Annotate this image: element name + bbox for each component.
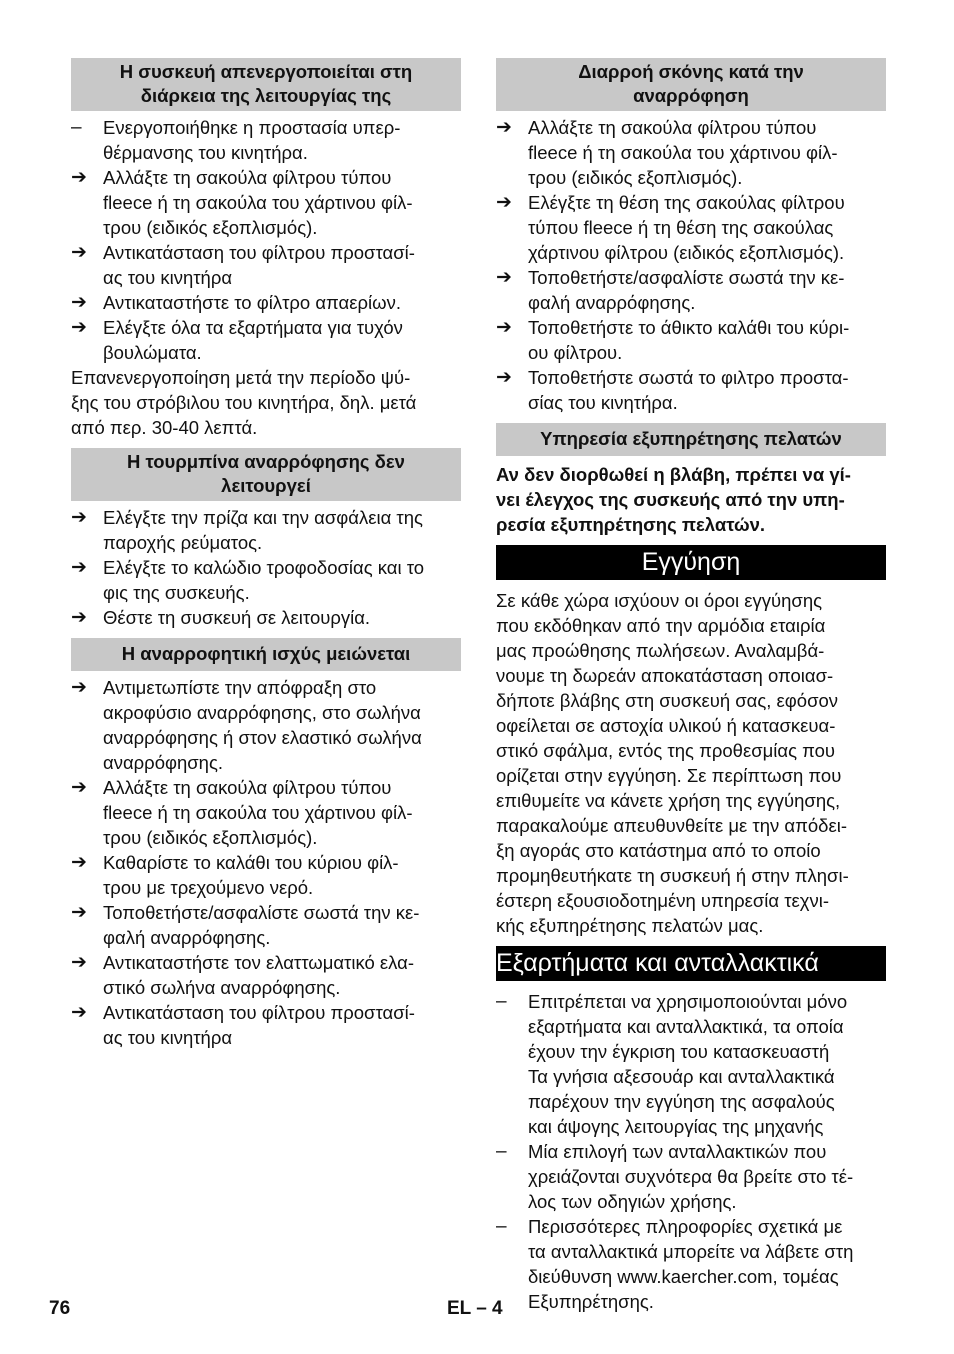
list-item [71, 165, 461, 240]
text-line: μας προώθησης πωλήσεων. Αναλαμβά- [496, 640, 825, 661]
text-line: Εξυπηρέτησης. [528, 1291, 654, 1312]
list-item [71, 555, 461, 605]
text-line: ορίζεται στην εγγύηση. Σε περίπτωση που [496, 765, 842, 786]
text-line: Επιτρέπεται να χρησιμοποιούνται μόνο [528, 991, 848, 1012]
text-line: βουλώματα. [103, 342, 202, 363]
dash-bullet: – [496, 1216, 507, 1237]
item-list-s4 [496, 115, 886, 415]
text-line: που εκδόθηκαν από την αρμόδια εταιρία [496, 615, 826, 636]
list-item-text [103, 1000, 461, 1050]
list-item [71, 850, 461, 900]
page-number: 76 [49, 1298, 71, 1319]
list-item [71, 950, 461, 1000]
arrow-bullet-icon: ➔ [496, 367, 512, 388]
text-line: Αντικατάσταση του φίλτρου προστασί- [103, 242, 415, 263]
list-item-text [528, 190, 886, 265]
heading-line: Η τουρμπίνα αναρρόφησης δεν [127, 451, 405, 472]
list-item-text [103, 240, 461, 290]
paragraph-reactivation [71, 365, 461, 440]
text-line: και άψογης λειτουργίας της μηχανής [528, 1116, 824, 1137]
heading-line: Η συσκευή απενεργοποιείται στη [119, 61, 413, 82]
arrow-bullet-icon: ➔ [71, 1002, 87, 1023]
text-line: Αλλάξτε τη σακούλα φίλτρου τύπου [103, 167, 392, 188]
text-line: ρεσία εξυπηρέτησης πελατών. [496, 514, 766, 535]
text-line: Ενεργοποιήθηκε η προστασία υπερ- [103, 117, 401, 138]
section-heading-device-shuts-off [71, 58, 461, 111]
text-line: έχουν την έγκριση του κατασκευαστή [528, 1041, 830, 1062]
text-line: Αλλάξτε τη σακούλα φίλτρου τύπου [528, 117, 817, 138]
arrow-bullet-icon: ➔ [71, 557, 87, 578]
list-item-text [103, 900, 461, 950]
section-heading-turbine-not-working [71, 448, 461, 501]
text-line: Τοποθετήστε/ασφαλίστε σωστά την κε- [103, 902, 420, 923]
text-line: λος των οδηγιών χρήσης. [528, 1191, 737, 1212]
arrow-bullet-icon: ➔ [71, 292, 87, 313]
text-line: χάρτινου φίλτρου (ειδικός εξοπλισμός). [528, 242, 845, 263]
text-line: τρου (ειδικός εξοπλισμός). [103, 827, 318, 848]
item-list-parts [496, 989, 886, 1314]
list-item-text [103, 950, 461, 1000]
text-line: Αλλάξτε τη σακούλα φίλτρου τύπου [103, 777, 392, 798]
text-line: τρου με τρεχούμενο νερό. [103, 877, 314, 898]
list-item-text [528, 1139, 886, 1214]
list-item-text [528, 365, 886, 415]
list-item [496, 265, 886, 315]
text-line: Ελέγξτε το καλώδιο τροφοδοσίας και το [103, 557, 425, 578]
text-line: Καθαρίστε το καλάθι του κύριου φίλ- [103, 852, 399, 873]
arrow-bullet-icon: ➔ [71, 242, 87, 263]
arrow-bullet-icon: ➔ [71, 852, 87, 873]
section-heading-dust-leak [496, 58, 886, 111]
text-line: τρου (ειδικός εξοπλισμός). [528, 167, 743, 188]
text-line: δήποτε βλάβης στη συσκευή σας, εφόσον [496, 690, 839, 711]
text-line: Μία επιλογή των ανταλλακτικών που [528, 1141, 827, 1162]
arrow-bullet-icon: ➔ [496, 317, 512, 338]
text-line: Ελέγξτε την πρίζα και την ασφάλεια της [103, 507, 423, 528]
list-item [496, 365, 886, 415]
arrow-bullet-icon: ➔ [71, 677, 87, 698]
arrow-bullet-icon: ➔ [71, 607, 87, 628]
arrow-bullet-icon: ➔ [496, 117, 512, 138]
text-line: στικό σωλήνα αναρρόφησης. [103, 977, 341, 998]
arrow-bullet-icon: ➔ [496, 192, 512, 213]
text-line: οφείλεται σε αστοχία υλικού ή κατασκευα- [496, 715, 836, 736]
text-line: στικό σφάλμα, εντός της προθεσμίας που [496, 740, 836, 761]
list-item [71, 675, 461, 775]
text-line: εξαρτήματα και ανταλλακτικά, τα οποία [528, 1016, 844, 1037]
heading-warranty: Εγγύηση [496, 545, 886, 580]
text-line: αναρρόφησης. [103, 752, 224, 773]
text-line: Τοποθετήστε το άθικτο καλάθι του κύρι- [528, 317, 850, 338]
item-list-s3 [71, 675, 461, 1050]
right-column [496, 58, 886, 1314]
section-heading-customer-service [496, 423, 886, 456]
text-line: χρειάζονται συχνότερα θα βρείτε στο τέ- [528, 1166, 854, 1187]
text-line: φαλή αναρρόφησης. [528, 292, 696, 313]
text-line: ας του κινητήρα [103, 267, 233, 288]
list-item [71, 505, 461, 555]
text-line: νουμε τη δωρεάν αποκατάσταση οποιασ- [496, 665, 834, 686]
text-line: θέρμανσης του κινητήρα. [103, 142, 308, 163]
list-item-text [528, 115, 886, 190]
list-item [496, 115, 886, 190]
text-line: Σε κάθε χώρα ισχύουν οι όροι εγγύησης [496, 590, 823, 611]
text-line: Περισσότερες πληροφορίες σχετικά με [528, 1216, 843, 1237]
list-item-text [103, 315, 461, 365]
list-item [71, 1000, 461, 1050]
list-item [496, 1139, 886, 1214]
text-line: ου φίλτρου. [528, 342, 623, 363]
list-item [71, 240, 461, 290]
text-line: τρου (ειδικός εξοπλισμός). [103, 217, 318, 238]
list-item [71, 775, 461, 850]
list-item [496, 190, 886, 265]
arrow-bullet-icon: ➔ [71, 777, 87, 798]
arrow-bullet-icon: ➔ [71, 507, 87, 528]
heading-accessories-parts: Εξαρτήματα και ανταλλακτικά [496, 946, 886, 981]
text-line: αναρρόφησης ή στον ελαστικό σωλήνα [103, 727, 422, 748]
text-line: παρέχουν την εγγύηση της ασφαλούς [528, 1091, 835, 1112]
list-item-text [528, 315, 886, 365]
text-line: Τοποθετήστε σωστά το φιλτρο προστα- [528, 367, 849, 388]
list-item-text [103, 775, 461, 850]
text-line: ξη αγοράς στο κατάστημα από το οποίο [496, 840, 821, 861]
language-page-label: EL – 4 [447, 1298, 503, 1319]
left-column [71, 58, 461, 1050]
text-line: φις της συσκευής. [103, 582, 250, 603]
arrow-bullet-icon: ➔ [71, 902, 87, 923]
text-line: Ελέγξτε τη θέση της σακούλας φίλτρου [528, 192, 845, 213]
text-line: σίας του κινητήρα. [528, 392, 678, 413]
text-line: fleece ή τη σακούλα του χάρτινου φίλ- [103, 192, 413, 213]
arrow-bullet-icon: ➔ [496, 267, 512, 288]
text-line: Επανενεργοποίηση μετά την περίοδο ψύ- [71, 367, 411, 388]
list-item [71, 900, 461, 950]
list-item [71, 290, 461, 315]
arrow-bullet-icon: ➔ [71, 317, 87, 338]
list-item [496, 315, 886, 365]
text-line: Τα γνήσια αξεσουάρ και ανταλλακτικά [528, 1066, 835, 1087]
text-line: παρακαλούμε απευθυνθείτε με την απόδει- [496, 815, 847, 836]
text-line: τα ανταλλακτικά μπορείτε να λάβετε στη [528, 1241, 854, 1262]
list-item [71, 605, 461, 630]
list-item-text [103, 505, 461, 555]
text-line: Αν δεν διορθωθεί η βλάβη, πρέπει να γί- [496, 464, 851, 485]
text-line: Αντικαταστήστε τον ελαττωματικό ελα- [103, 952, 414, 973]
text-line: Τοποθετήστε/ασφαλίστε σωστά την κε- [528, 267, 845, 288]
text-line: επιθυμείτε να κάνετε χρήση της εγγύησης, [496, 790, 841, 811]
text-line: προμηθευτήκατε τη συσκευή ή στην πλησι- [496, 865, 849, 886]
heading-line: Υπηρεσία εξυπηρέτησης πελατών [540, 428, 842, 449]
text-line: παροχής ρεύματος. [103, 532, 263, 553]
list-item-text [103, 555, 461, 605]
heading-line: διάρκεια της λειτουργίας της [140, 85, 392, 106]
list-item-text [103, 115, 461, 165]
dash-bullet: – [71, 117, 82, 138]
text-line: από περ. 30-40 λεπτά. [71, 417, 258, 438]
heading-line: λειτουργεί [221, 475, 311, 496]
text-line: fleece ή τη σακούλα του χάρτινου φίλ- [103, 802, 413, 823]
text-line: Ελέγξτε όλα τα εξαρτήματα για τυχόν [103, 317, 403, 338]
text-line: ας του κινητήρα [103, 1027, 233, 1048]
text-line: κής εξυπηρέτησης πελατών μας. [496, 915, 764, 936]
list-item-text [103, 850, 461, 900]
list-item [71, 315, 461, 365]
text-line: Θέστε τη συσκευή σε λειτουργία. [103, 607, 371, 628]
text-line: fleece ή τη σακούλα του χάρτινου φίλ- [528, 142, 838, 163]
text-line: ακροφύσιο αναρρόφησης, στο σωλήνα [103, 702, 421, 723]
list-item [496, 1214, 886, 1314]
heading-line: αναρρόφηση [633, 85, 749, 106]
dash-bullet: – [496, 1141, 507, 1162]
section-heading-suction-power-decreases [71, 638, 461, 671]
list-item-text [528, 265, 886, 315]
list-item-text [103, 165, 461, 240]
heading-line: Διαρροή σκόνης κατά την [578, 61, 804, 82]
arrow-bullet-icon: ➔ [71, 167, 87, 188]
list-item-text [103, 675, 461, 775]
item-list-s1 [71, 115, 461, 365]
arrow-bullet-icon: ➔ [71, 952, 87, 973]
list-item-text [103, 605, 461, 630]
text-line: τύπου fleece ή τη θέση της σακούλας [528, 217, 834, 238]
item-list-s2 [71, 505, 461, 630]
heading-line: Η αναρροφητική ισχύς μειώνεται [121, 643, 411, 664]
list-item-text [528, 1214, 886, 1314]
list-item-text [103, 290, 461, 315]
text-line: Αντικατάσταση του φίλτρου προστασί- [103, 1002, 415, 1023]
dash-bullet: – [496, 991, 507, 1012]
text-line: Αντικαταστήστε το φίλτρο απαερίων. [103, 292, 401, 313]
text-line: έστερη εξουσιοδοτημένη υπηρεσία τεχνι- [496, 890, 830, 911]
text-line: φαλή αναρρόφησης. [103, 927, 271, 948]
list-item [71, 115, 461, 165]
list-item [496, 989, 886, 1139]
text-line: Αντιμετωπίστε την απόφραξη στο [103, 677, 377, 698]
text-line: νει έλεγχος της συσκευής από την υπη- [496, 489, 845, 510]
paragraph-customer-service [496, 462, 886, 537]
text-line: ξης του στρόβιλου του κινητήρα, δηλ. μετά [71, 392, 417, 413]
list-item-text [528, 989, 886, 1139]
paragraph-warranty [496, 588, 886, 938]
text-line: διεύθυνση www.kaercher.com, τομέας [528, 1266, 839, 1287]
